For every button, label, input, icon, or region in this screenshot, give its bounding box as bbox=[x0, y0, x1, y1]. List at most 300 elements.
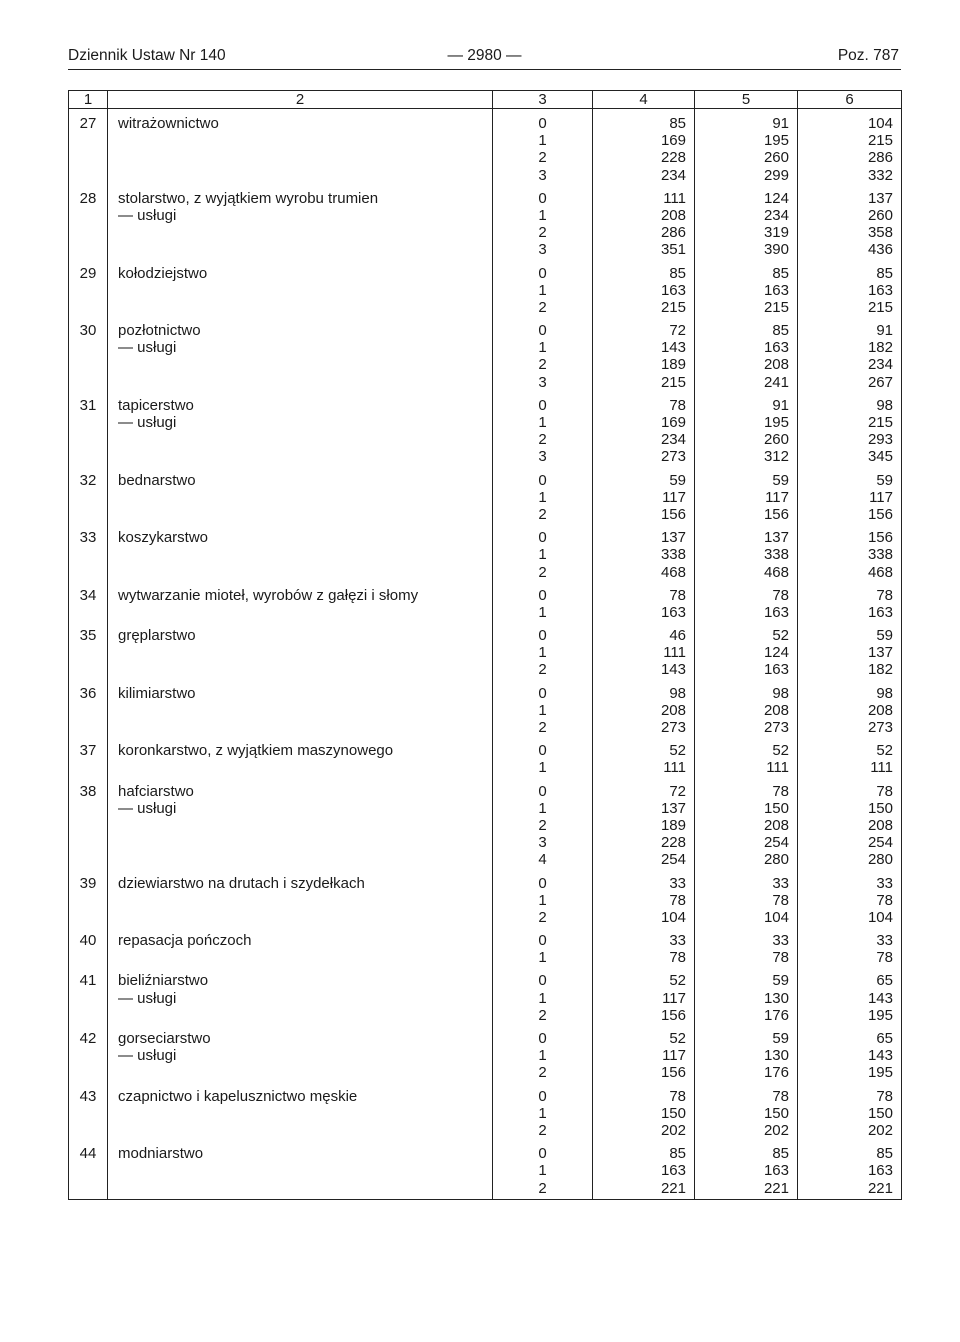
group-code-value: 0 bbox=[538, 1145, 547, 1163]
rate-col4-value: 234 bbox=[660, 166, 686, 184]
rate-col5-value: 176 bbox=[763, 1064, 789, 1082]
row-number: 44 bbox=[69, 1139, 108, 1199]
trade-name bbox=[108, 391, 493, 466]
rate-col4 bbox=[593, 316, 695, 391]
row-number: 37 bbox=[69, 736, 108, 776]
trade-name-value: kilimiarstwo bbox=[118, 684, 196, 702]
table-header-row bbox=[69, 91, 902, 109]
rate-col5-value: 202 bbox=[763, 1121, 789, 1139]
trade-name bbox=[108, 184, 493, 259]
group-code-value: 2 bbox=[538, 149, 547, 167]
table-row bbox=[69, 777, 902, 869]
rate-col6-value: 65 bbox=[876, 972, 893, 990]
group-code bbox=[493, 869, 593, 927]
rate-col6-value: 59 bbox=[876, 627, 893, 645]
rate-col6-value: 52 bbox=[876, 742, 893, 760]
rate-col6-value: 163 bbox=[867, 281, 893, 299]
rate-col4 bbox=[593, 581, 695, 621]
rate-col6 bbox=[798, 736, 902, 776]
rate-col4-value: 143 bbox=[660, 661, 686, 679]
rate-col6-value: 104 bbox=[867, 115, 893, 132]
row-number: 34 bbox=[69, 581, 108, 621]
rate-col5 bbox=[695, 777, 798, 869]
rate-col5-value: 130 bbox=[763, 989, 789, 1007]
rate-col4 bbox=[593, 523, 695, 581]
rate-col6-value: 215 bbox=[867, 414, 893, 431]
group-code-value: 1 bbox=[538, 799, 547, 817]
group-code-value: 0 bbox=[538, 932, 547, 950]
rate-col6 bbox=[798, 966, 902, 1024]
row-number: 30 bbox=[69, 316, 108, 391]
row-number: 39 bbox=[69, 869, 108, 927]
column-header: 4 bbox=[593, 91, 695, 109]
group-code-value: 2 bbox=[538, 505, 547, 523]
rate-col6-value: 436 bbox=[867, 241, 893, 259]
rate-col4-value: 286 bbox=[660, 224, 686, 242]
group-code bbox=[493, 621, 593, 679]
group-code-value: 1 bbox=[538, 281, 547, 299]
group-code-value: 2 bbox=[538, 661, 547, 679]
rate-col5-value: 150 bbox=[763, 799, 789, 817]
rates-table bbox=[68, 90, 902, 1200]
table-body bbox=[69, 109, 902, 1200]
rate-col4-value: 46 bbox=[669, 627, 686, 645]
rate-col5-value: 124 bbox=[763, 189, 789, 207]
rate-col5 bbox=[695, 184, 798, 259]
rate-col6-value: 78 bbox=[876, 1087, 893, 1105]
rate-col4-value: 351 bbox=[660, 241, 686, 259]
rate-col5-value: 319 bbox=[763, 224, 789, 242]
rate-col6-value: 202 bbox=[867, 1121, 893, 1139]
rate-col4-value: 33 bbox=[669, 932, 686, 950]
group-code-value: 3 bbox=[538, 166, 547, 184]
rate-col6-value: 137 bbox=[867, 189, 893, 207]
rate-col6 bbox=[798, 679, 902, 737]
rate-col4-value: 117 bbox=[662, 1047, 686, 1065]
rate-col4-value: 137 bbox=[660, 799, 686, 817]
rate-col6-value: 59 bbox=[876, 471, 893, 489]
trade-name-value: wytwarzanie mioteł, wyrobów z gałęzi i słomy bbox=[118, 586, 419, 604]
group-code-value: 1 bbox=[538, 1047, 547, 1065]
rate-col5 bbox=[695, 259, 798, 317]
rate-col4-value: 234 bbox=[660, 431, 686, 449]
rate-col6 bbox=[798, 109, 902, 184]
rate-col6-value: 332 bbox=[867, 166, 893, 184]
rate-col6 bbox=[798, 316, 902, 391]
row-number: 36 bbox=[69, 679, 108, 737]
rate-col4-value: 169 bbox=[660, 132, 686, 150]
rate-col5-value: 195 bbox=[763, 414, 789, 431]
rate-col6-value: 85 bbox=[876, 264, 893, 282]
rate-col5-value: 215 bbox=[763, 298, 789, 316]
rate-col4 bbox=[593, 777, 695, 869]
rate-col5-value: 78 bbox=[772, 949, 789, 967]
rate-col4-value: 156 bbox=[660, 505, 686, 523]
trade-name-value: gorseciarstwo bbox=[118, 1030, 211, 1047]
trade-name bbox=[108, 581, 493, 621]
column-header: 1 bbox=[69, 91, 108, 109]
trade-name-value: gręplarstwo bbox=[118, 627, 196, 645]
rate-col5 bbox=[695, 391, 798, 466]
rate-col4-value: 143 bbox=[660, 339, 686, 357]
row-number: 41 bbox=[69, 966, 108, 1024]
rate-col4-value: 72 bbox=[669, 782, 686, 800]
group-code-value: 1 bbox=[538, 603, 547, 621]
rate-col4-value: 215 bbox=[660, 373, 686, 391]
row-number: 32 bbox=[69, 466, 108, 524]
trade-name-value: — usługi bbox=[118, 414, 177, 431]
rate-col4-value: 254 bbox=[660, 851, 686, 869]
group-code-value: 2 bbox=[538, 431, 547, 449]
rate-col5 bbox=[695, 966, 798, 1024]
rate-col6-value: 195 bbox=[867, 1006, 893, 1024]
rate-col6-value: 293 bbox=[867, 431, 893, 449]
trade-name bbox=[108, 621, 493, 679]
group-code bbox=[493, 966, 593, 1024]
rate-col5-value: 59 bbox=[772, 1030, 789, 1047]
rate-col6-value: 215 bbox=[867, 298, 893, 316]
group-code-value: 0 bbox=[538, 972, 547, 990]
column-header: 5 bbox=[695, 91, 798, 109]
rate-col4-value: 52 bbox=[669, 972, 686, 990]
row-number: 40 bbox=[69, 926, 108, 966]
row-number: 35 bbox=[69, 621, 108, 679]
rate-col6-value: 117 bbox=[869, 488, 893, 506]
rate-col4-value: 111 bbox=[663, 644, 686, 662]
table-row bbox=[69, 1082, 902, 1140]
rate-col4-value: 273 bbox=[660, 448, 686, 466]
rate-col5-value: 312 bbox=[763, 448, 789, 466]
rate-col4 bbox=[593, 621, 695, 679]
rate-col4 bbox=[593, 259, 695, 317]
position-number: Poz. 787 bbox=[837, 47, 899, 64]
rate-col5-value: 137 bbox=[763, 529, 789, 547]
group-code-value: 1 bbox=[538, 206, 547, 224]
rate-col4 bbox=[593, 966, 695, 1024]
trade-name-value: kołodziejstwo bbox=[118, 264, 208, 282]
group-code bbox=[493, 316, 593, 391]
rate-col4-value: 273 bbox=[660, 719, 686, 736]
rate-col6 bbox=[798, 523, 902, 581]
rate-col6-value: 163 bbox=[867, 1162, 893, 1180]
trade-name bbox=[108, 259, 493, 317]
rate-col6 bbox=[798, 926, 902, 966]
rate-col4-value: 117 bbox=[662, 488, 686, 506]
rate-col5 bbox=[695, 523, 798, 581]
trade-name-value: dziewiarstwo na drutach i szydełkach bbox=[118, 874, 365, 892]
rate-col6 bbox=[798, 621, 902, 679]
rate-col4-value: 111 bbox=[663, 759, 686, 777]
rate-col5-value: 241 bbox=[763, 373, 789, 391]
rate-col5 bbox=[695, 869, 798, 927]
group-code-value: 1 bbox=[538, 701, 547, 719]
group-code-value: 1 bbox=[538, 132, 547, 150]
row-number: 31 bbox=[69, 391, 108, 466]
trade-name bbox=[108, 466, 493, 524]
trade-name bbox=[108, 1139, 493, 1199]
rate-col5-value: 195 bbox=[763, 132, 789, 150]
rate-col6-value: 286 bbox=[867, 149, 893, 167]
rate-col5-value: 111 bbox=[766, 759, 789, 777]
group-code-value: 2 bbox=[538, 298, 547, 316]
rate-col5-value: 59 bbox=[772, 972, 789, 990]
rate-col4-value: 85 bbox=[669, 264, 686, 282]
rate-col6-value: 143 bbox=[867, 1047, 893, 1065]
rate-col5 bbox=[695, 621, 798, 679]
rate-col4-value: 85 bbox=[669, 1145, 686, 1163]
rate-col6 bbox=[798, 1139, 902, 1199]
trade-name-value: modniarstwo bbox=[118, 1145, 204, 1163]
group-code-value: 2 bbox=[538, 1179, 547, 1197]
group-code-value: 3 bbox=[538, 448, 547, 466]
group-code-value: 1 bbox=[538, 1104, 547, 1122]
journal-title: Dziennik Ustaw Nr 140 bbox=[68, 47, 226, 64]
rate-col4-value: 52 bbox=[669, 1030, 686, 1047]
group-code-value: 0 bbox=[538, 586, 547, 604]
rate-col5-value: 221 bbox=[763, 1179, 789, 1197]
rate-col5 bbox=[695, 1024, 798, 1082]
rate-col6-value: 156 bbox=[867, 505, 893, 523]
rate-col5-value: 85 bbox=[772, 264, 789, 282]
rate-col4-value: 189 bbox=[660, 356, 686, 374]
rate-col5-value: 78 bbox=[772, 1087, 789, 1105]
group-code-value: 0 bbox=[538, 742, 547, 760]
rate-col6-value: 78 bbox=[876, 949, 893, 967]
group-code-value: 4 bbox=[538, 851, 547, 869]
rate-col5-value: 299 bbox=[763, 166, 789, 184]
group-code bbox=[493, 523, 593, 581]
rate-col4-value: 221 bbox=[660, 1179, 686, 1197]
rate-col6 bbox=[798, 259, 902, 317]
rate-col6-value: 267 bbox=[867, 373, 893, 391]
rate-col4-value: 228 bbox=[660, 834, 686, 852]
rate-col5-value: 150 bbox=[763, 1104, 789, 1122]
rate-col4-value: 111 bbox=[663, 189, 686, 207]
group-code-value: 1 bbox=[538, 339, 547, 357]
rate-col4-value: 98 bbox=[669, 684, 686, 702]
rate-col4 bbox=[593, 184, 695, 259]
group-code-value: 0 bbox=[538, 1030, 547, 1047]
rate-col4-value: 228 bbox=[660, 149, 686, 167]
rate-col5-value: 33 bbox=[772, 874, 789, 892]
trade-name-value: stolarstwo, z wyjątkiem wyrobu trumien bbox=[118, 189, 379, 207]
rate-col6-value: 137 bbox=[867, 644, 893, 662]
rate-col4-value: 338 bbox=[660, 546, 686, 564]
rate-col5-value: 208 bbox=[763, 816, 789, 834]
group-code-value: 0 bbox=[538, 1087, 547, 1105]
group-code-value: 0 bbox=[538, 189, 547, 207]
trade-name bbox=[108, 1082, 493, 1140]
trade-name-value: bednarstwo bbox=[118, 471, 196, 489]
group-code bbox=[493, 109, 593, 184]
rate-col5-value: 78 bbox=[772, 586, 789, 604]
column-header: 3 bbox=[493, 91, 593, 109]
group-code bbox=[493, 259, 593, 317]
table-row bbox=[69, 621, 902, 679]
page-number: — 2980 — bbox=[447, 47, 522, 64]
rate-col5-value: 163 bbox=[763, 281, 789, 299]
row-number: 38 bbox=[69, 777, 108, 869]
rate-col6-value: 260 bbox=[867, 206, 893, 224]
trade-name bbox=[108, 966, 493, 1024]
rate-col6-value: 150 bbox=[867, 799, 893, 817]
group-code-value: 1 bbox=[538, 989, 547, 1007]
rate-col4-value: 150 bbox=[660, 1104, 686, 1122]
rate-col4-value: 156 bbox=[660, 1064, 686, 1082]
rate-col4-value: 208 bbox=[660, 206, 686, 224]
group-code-value: 2 bbox=[538, 1121, 547, 1139]
rate-col6-value: 280 bbox=[867, 851, 893, 869]
rate-col6 bbox=[798, 391, 902, 466]
rate-col6-value: 98 bbox=[876, 396, 893, 414]
rate-col5-value: 208 bbox=[763, 701, 789, 719]
group-code-value: 3 bbox=[538, 834, 547, 852]
rate-col5-value: 85 bbox=[772, 1145, 789, 1163]
rate-col6-value: 156 bbox=[867, 529, 893, 547]
rate-col4-value: 59 bbox=[669, 471, 686, 489]
group-code-value: 1 bbox=[538, 759, 547, 777]
trade-name-value: — usługi bbox=[118, 206, 177, 224]
group-code-value: 0 bbox=[538, 627, 547, 645]
rate-col5 bbox=[695, 109, 798, 184]
rate-col5-value: 52 bbox=[772, 742, 789, 760]
page-header bbox=[68, 45, 901, 70]
rate-col6-value: 33 bbox=[876, 874, 893, 892]
rate-col4 bbox=[593, 869, 695, 927]
group-code-value: 1 bbox=[538, 546, 547, 564]
group-code bbox=[493, 581, 593, 621]
rate-col4 bbox=[593, 679, 695, 737]
trade-name-value: — usługi bbox=[118, 799, 177, 817]
trade-name-value: pozłotnictwo bbox=[118, 322, 201, 340]
trade-name bbox=[108, 777, 493, 869]
group-code-value: 0 bbox=[538, 264, 547, 282]
group-code bbox=[493, 391, 593, 466]
group-code-value: 1 bbox=[538, 488, 547, 506]
trade-name bbox=[108, 926, 493, 966]
rate-col4-value: 137 bbox=[660, 529, 686, 547]
rate-col5-value: 390 bbox=[763, 241, 789, 259]
table-row bbox=[69, 466, 902, 524]
trade-name-value: — usługi bbox=[118, 989, 177, 1007]
trade-name-value: czapnictwo i kapelusznictwo męskie bbox=[118, 1087, 358, 1105]
rate-col5 bbox=[695, 736, 798, 776]
table-row bbox=[69, 926, 902, 966]
rate-col5-value: 91 bbox=[772, 115, 789, 132]
rate-col6-value: 195 bbox=[867, 1064, 893, 1082]
group-code-value: 2 bbox=[538, 1006, 547, 1024]
rate-col6-value: 182 bbox=[867, 661, 893, 679]
rate-col5 bbox=[695, 1139, 798, 1199]
trade-name bbox=[108, 1024, 493, 1082]
rate-col4 bbox=[593, 466, 695, 524]
rate-col6-value: 358 bbox=[867, 224, 893, 242]
group-code-value: 2 bbox=[538, 1064, 547, 1082]
table-row bbox=[69, 184, 902, 259]
rate-col6-value: 468 bbox=[867, 563, 893, 581]
group-code-value: 0 bbox=[538, 471, 547, 489]
group-code bbox=[493, 466, 593, 524]
rate-col5 bbox=[695, 316, 798, 391]
rate-col4 bbox=[593, 109, 695, 184]
group-code-value: 0 bbox=[538, 322, 547, 340]
trade-name bbox=[108, 316, 493, 391]
group-code bbox=[493, 736, 593, 776]
table-row bbox=[69, 736, 902, 776]
rate-col5-value: 280 bbox=[763, 851, 789, 869]
group-code-value: 0 bbox=[538, 115, 547, 132]
rate-col5-value: 78 bbox=[772, 891, 789, 909]
rate-col4 bbox=[593, 391, 695, 466]
row-number: 42 bbox=[69, 1024, 108, 1082]
rate-col6 bbox=[798, 869, 902, 927]
row-number: 27 bbox=[69, 109, 108, 184]
trade-name bbox=[108, 523, 493, 581]
rate-col5-value: 117 bbox=[765, 488, 789, 506]
rate-col6-value: 150 bbox=[867, 1104, 893, 1122]
rate-col4-value: 78 bbox=[669, 586, 686, 604]
rate-col5-value: 163 bbox=[763, 603, 789, 621]
rate-col6-value: 98 bbox=[876, 684, 893, 702]
trade-name bbox=[108, 869, 493, 927]
rate-col4-value: 169 bbox=[660, 414, 686, 431]
group-code-value: 1 bbox=[538, 644, 547, 662]
trade-name-value: witrażownictwo bbox=[118, 115, 219, 132]
rate-col4-value: 163 bbox=[660, 1162, 686, 1180]
rate-col5 bbox=[695, 679, 798, 737]
trade-name-value: tapicerstwo bbox=[118, 396, 194, 414]
rate-col6 bbox=[798, 777, 902, 869]
rate-col5-value: 163 bbox=[763, 1162, 789, 1180]
row-number: 43 bbox=[69, 1082, 108, 1140]
rate-col4-value: 78 bbox=[669, 949, 686, 967]
group-code bbox=[493, 679, 593, 737]
rate-col4-value: 215 bbox=[660, 298, 686, 316]
rate-col4-value: 72 bbox=[669, 322, 686, 340]
table-row bbox=[69, 391, 902, 466]
rate-col6 bbox=[798, 1024, 902, 1082]
group-code bbox=[493, 777, 593, 869]
rate-col6-value: 143 bbox=[867, 989, 893, 1007]
rate-col4-value: 156 bbox=[660, 1006, 686, 1024]
rate-col6-value: 215 bbox=[867, 132, 893, 150]
rate-col4-value: 78 bbox=[669, 396, 686, 414]
rate-col6-value: 234 bbox=[867, 356, 893, 374]
table-row bbox=[69, 1024, 902, 1082]
rate-col6-value: 78 bbox=[876, 782, 893, 800]
rate-col4-value: 117 bbox=[662, 989, 686, 1007]
rate-col5-value: 98 bbox=[772, 684, 789, 702]
rate-col6-value: 163 bbox=[867, 603, 893, 621]
rate-col5-value: 338 bbox=[763, 546, 789, 564]
rate-col6-value: 182 bbox=[867, 339, 893, 357]
rate-col5-value: 130 bbox=[763, 1047, 789, 1065]
rate-col5-value: 124 bbox=[763, 644, 789, 662]
rate-col6-value: 111 bbox=[870, 759, 893, 777]
rate-col6 bbox=[798, 184, 902, 259]
group-code-value: 0 bbox=[538, 684, 547, 702]
row-number: 28 bbox=[69, 184, 108, 259]
group-code-value: 3 bbox=[538, 241, 547, 259]
rate-col6 bbox=[798, 581, 902, 621]
table-row bbox=[69, 679, 902, 737]
group-code bbox=[493, 1024, 593, 1082]
group-code bbox=[493, 926, 593, 966]
trade-name-value: — usługi bbox=[118, 339, 177, 357]
table-row bbox=[69, 581, 902, 621]
rate-col5 bbox=[695, 1082, 798, 1140]
column-header: 2 bbox=[108, 91, 493, 109]
